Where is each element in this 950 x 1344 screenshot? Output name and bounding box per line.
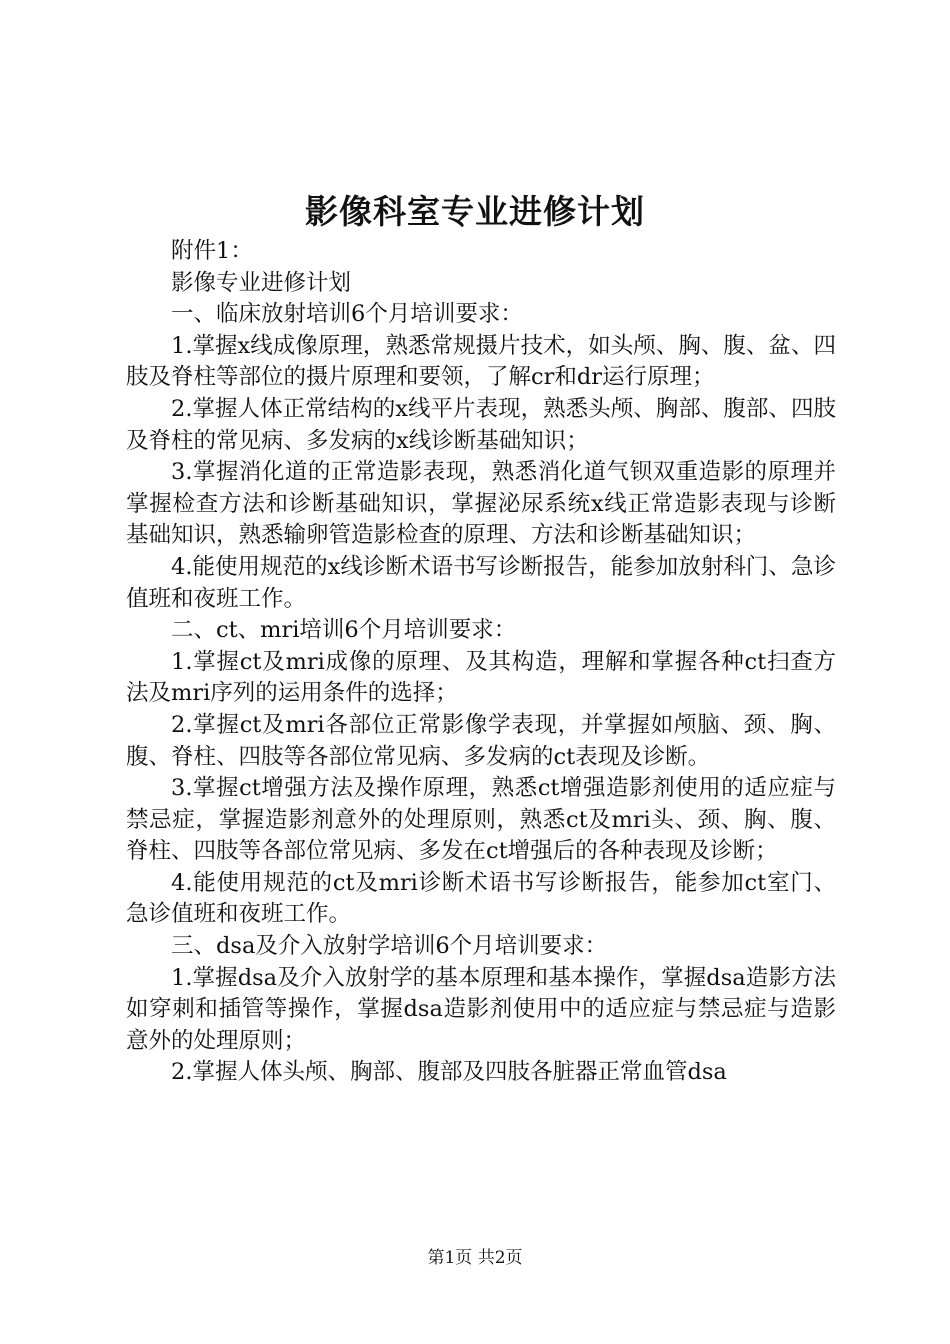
paragraph-plan-name: 影像专业进修计划 (171, 269, 352, 296)
section-heading-dsa: 三、dsa及介入放射学培训6个月培训要求： (171, 933, 608, 960)
document-body (126, 236, 836, 1089)
section-heading-radiology: 一、临床放射培训6个月培训要求： (171, 301, 523, 328)
paragraph-item: 4.能使用规范的x线诊断术语书写诊断报告，能参加放射科门、急诊值班和夜班工作。 (126, 553, 836, 612)
paragraph-item: 2.掌握人体正常结构的x线平片表现，熟悉头颅、胸部、腹部、四肢及脊柱的常见病、多发病的x线诊断基础知识； (126, 395, 836, 454)
page-number-footer: 第1页 共2页 (427, 1248, 523, 1268)
paragraph-item: 2.掌握ct及mri各部位正常影像学表现，并掌握如颅脑、颈、胸、腹、脊柱、四肢等各部位常见病、多发病的ct表现及诊断。 (126, 711, 836, 770)
paragraph-item: 2.掌握人体头颅、胸部、腹部及四肢各脏器正常血管dsa (171, 1059, 727, 1086)
paragraph-item: 4.能使用规范的ct及mri诊断术语书写诊断报告，能参加ct室门、急诊值班和夜班工作。 (126, 869, 836, 928)
paragraph-attachment-label: 附件1： (171, 238, 253, 264)
paragraph-item: 1.掌握dsa及介入放射学的基本原理和基本操作，掌握dsa造影方法如穿刺和插管等操作，掌握dsa造影剂使用中的适应症与禁忌症与造影意外的处理原则； (126, 964, 836, 1054)
paragraph-item: 1.掌握ct及mri成像的原理、及其构造，理解和掌握各种ct扫查方法及mri序列的运用条件的选择； (126, 648, 836, 707)
paragraph-item: 3.掌握消化道的正常造影表现，熟悉消化道气钡双重造影的原理并掌握检查方法和诊断基础知识，掌握泌尿系统x线正常造影表现与诊断基础知识，熟悉输卵管造影检查的原理、方法和诊断基础知识； (126, 459, 836, 549)
paragraph-item: 1.掌握x线成像原理，熟悉常规摄片技术，如头颅、胸、腹、盆、四肢及脊柱等部位的摄片原理和要领，了解cr和dr运行原理； (126, 332, 836, 391)
section-heading-ct-mri: 二、ct、mri培训6个月培训要求： (171, 617, 517, 644)
paragraph-item: 3.掌握ct增强方法及操作原理，熟悉ct增强造影剂使用的适应症与禁忌症，掌握造影剂意外的处理原则，熟悉ct及mri头、颈、胸、腹、脊柱、四肢等各部位常见病、多发在ct增强后的各种表现及诊断； (126, 775, 836, 865)
document-title: 影像科室专业进修计划 (305, 192, 645, 231)
